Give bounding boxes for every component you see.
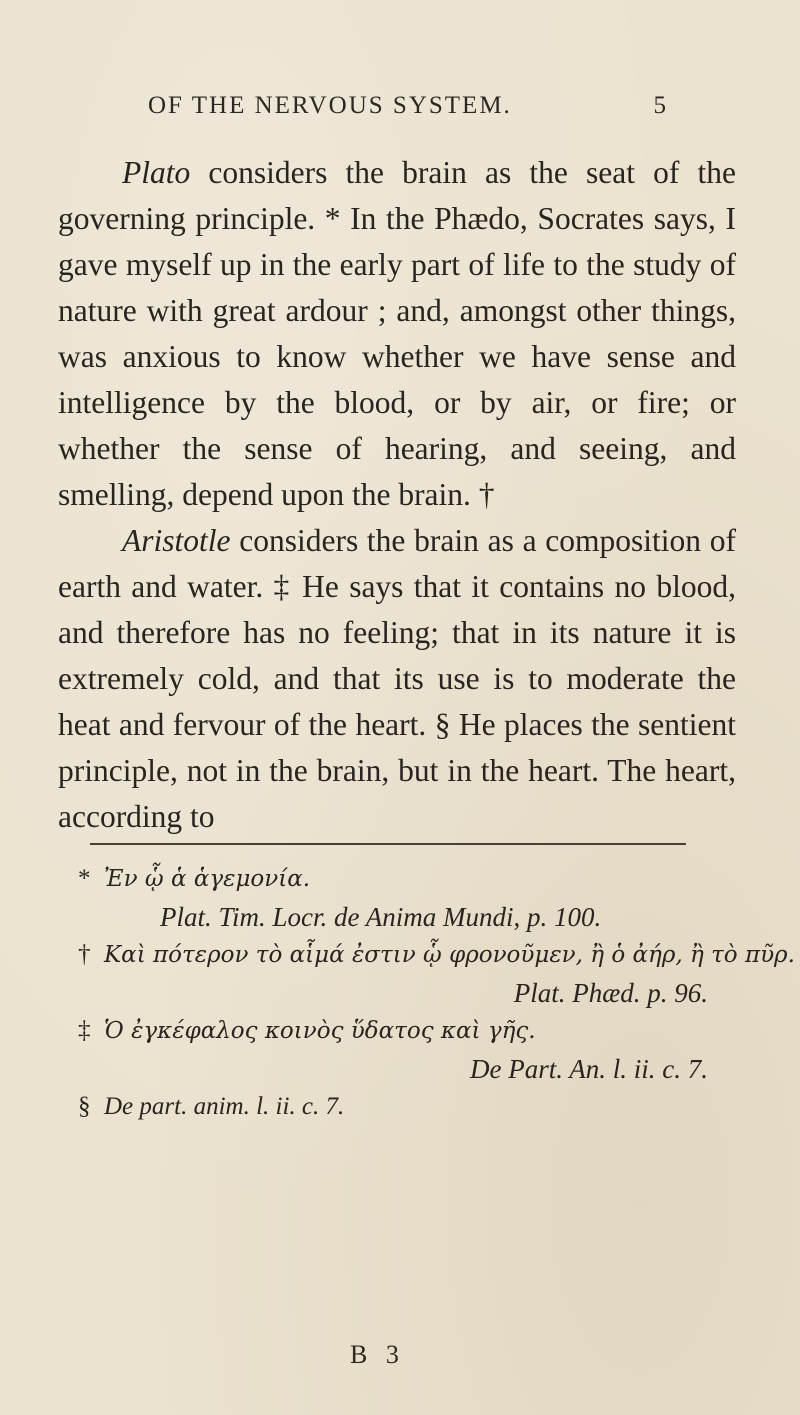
footnote-mark: * <box>78 865 91 892</box>
footnote-1-text <box>78 860 738 898</box>
paragraph-lead-name: Plato <box>122 155 191 190</box>
running-title: OF THE NERVOUS SYSTEM. <box>148 92 512 119</box>
running-header <box>148 92 668 132</box>
footnote-ref: Plat. Phæd. p. 96. <box>513 978 708 1008</box>
footnote-mark: ‡ <box>78 1017 91 1044</box>
paragraph-lead-name: Aristotle <box>122 523 231 558</box>
paragraph-aristotle <box>58 518 736 840</box>
footnote-1-reference <box>78 898 738 936</box>
footnote-greek: Ἐν ᾧ ἁ ἁγεμονία. <box>104 866 311 892</box>
footnotes <box>78 860 795 1126</box>
footnote-4 <box>78 1088 738 1126</box>
footnote-divider <box>90 843 686 845</box>
footnote-greek: Ὁ ἐγκέφαλος κοινὸς ὕδατος καὶ γῆς. <box>104 1018 536 1044</box>
footnote-3-text <box>78 1012 738 1050</box>
footnote-ref: Plat. Tim. Locr. de Anima Mundi, p. 100. <box>160 902 602 932</box>
signature-mark: B 3 <box>350 1340 405 1369</box>
page-number: 5 <box>653 92 668 119</box>
main-text <box>58 150 736 840</box>
footnote-2-reference <box>78 974 738 1012</box>
paragraph-plato <box>58 150 736 518</box>
footnote-mark: § <box>78 1093 91 1120</box>
footnote-greek: Καὶ πότερον τὸ αἷμά ἐστιν ᾧ φρονοῦμεν, ἢ ὁ ἀήρ, ἢ τὸ πῦρ. <box>104 942 795 968</box>
footnote-mark: † <box>78 941 91 968</box>
footnote-3-reference <box>78 1050 738 1088</box>
footnote-2-text <box>78 936 795 974</box>
paragraph-body: considers the brain as a composition of earth and water. ‡ He says that it contains no blood, and therefore has no feeling; that in its nature it is extremely cold, and that its use is to moderate the heat and fervour of the heart. § He places the sentient principle, not in the brain, but in the heart. The heart, according to <box>58 523 736 834</box>
footnote-ref: De Part. An. l. ii. c. 7. <box>470 1054 708 1084</box>
footnote-ref: De part. anim. l. ii. c. 7. <box>104 1093 345 1120</box>
paragraph-body: considers the brain as the seat of the governing principle. * In the Phædo, Socrates says, I gave myself up in the early part of life to the study of nature with great ardour ; and, amongst other things, was anxious to know whether we have sense and intelligence by the blood, or by air, or fire; or whether the sense of hearing, and seeing, and smelling, depend upon the brain. † <box>58 155 736 512</box>
